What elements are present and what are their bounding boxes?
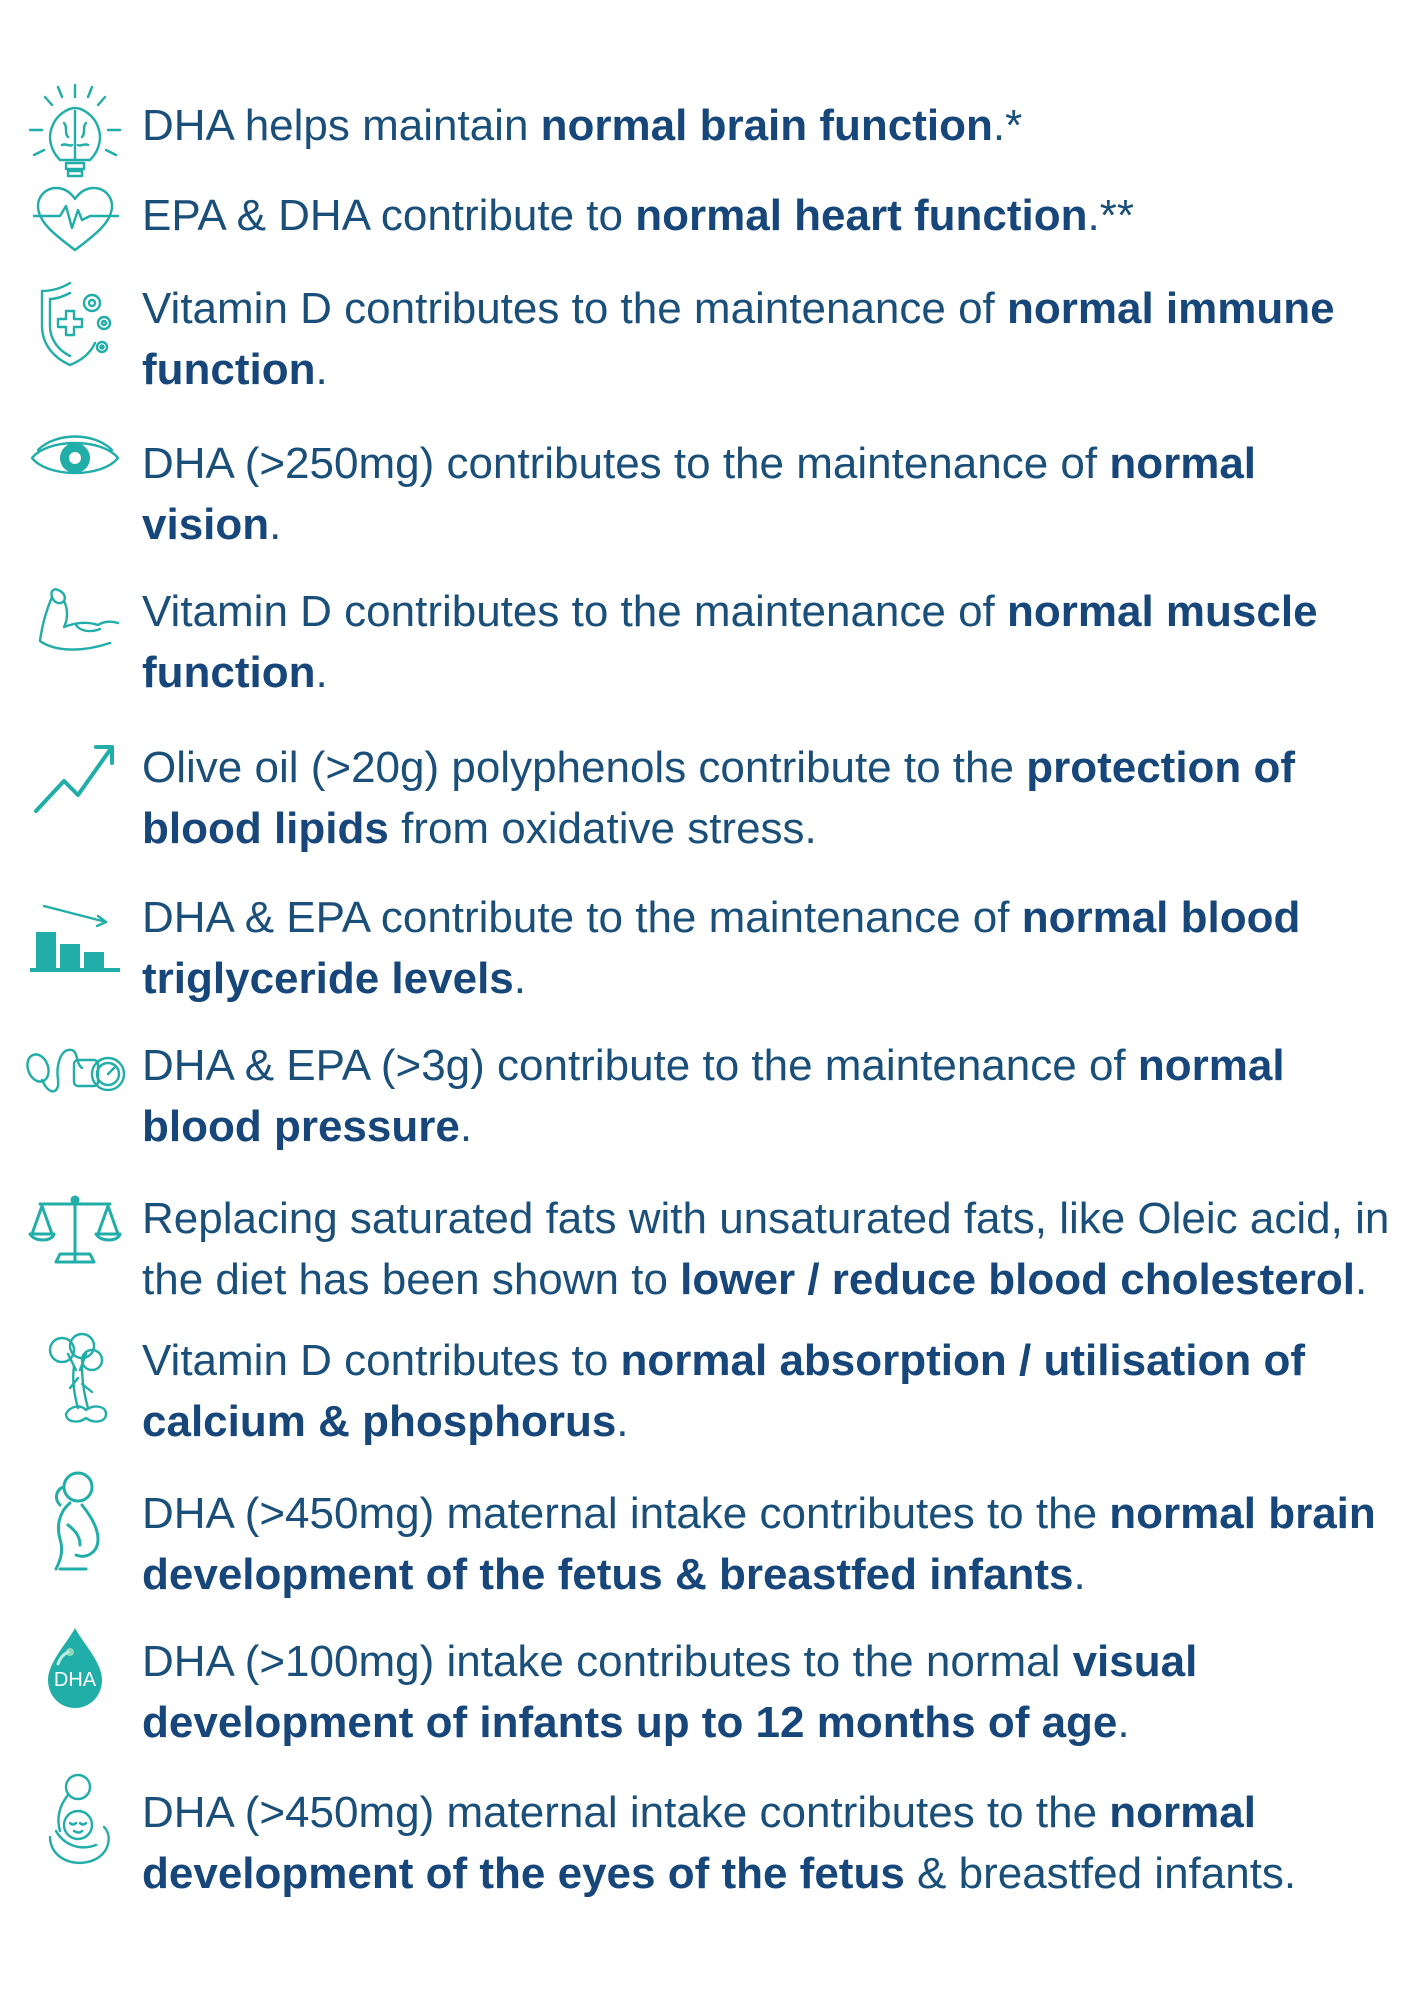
- claim-text-run: .: [616, 1397, 629, 1446]
- claim-emphasis: lower / reduce blood cholesterol: [680, 1255, 1355, 1304]
- claim-emphasis: normal blood pressure: [142, 1041, 1285, 1151]
- claim-text-run: DHA (>450mg) maternal intake contributes to the: [142, 1788, 1110, 1837]
- claim-text: [142, 737, 1402, 859]
- claim-text-run: DHA & EPA (>3g) contribute to the maintenance of: [142, 1041, 1138, 1090]
- bone-icon: [20, 1318, 130, 1428]
- claim-text: [142, 278, 1402, 400]
- claim-emphasis: normal development of the eyes of the fetus: [142, 1788, 1256, 1898]
- claim-text-run: & breastfed infants.: [904, 1849, 1297, 1898]
- claim-emphasis: visual development of infants up to 12 months of age: [142, 1637, 1198, 1747]
- claim-text-run: .: [1354, 1255, 1368, 1304]
- claim-text-run: Vitamin D contributes to: [142, 1336, 621, 1385]
- claim-emphasis: normal immune function: [142, 284, 1335, 394]
- heart-pulse-icon: [20, 170, 130, 280]
- claim-text: [142, 1035, 1402, 1157]
- claim-emphasis: normal brain development of the fetus & breastfed infants: [142, 1489, 1376, 1599]
- claim-text: [142, 1483, 1402, 1605]
- balance-scale-icon: [20, 1170, 130, 1280]
- claim-text-run: .: [1117, 1698, 1130, 1747]
- claim-text-run: DHA helps maintain: [142, 101, 541, 150]
- claim-text: [142, 95, 1402, 156]
- claim-text-run: .: [459, 1102, 473, 1151]
- claim-text-run: .: [315, 648, 328, 697]
- claim-text-run: DHA (>450mg) maternal intake contributes to the: [142, 1489, 1110, 1538]
- pregnant-woman-icon: [20, 1465, 130, 1575]
- claim-emphasis: normal brain function: [540, 101, 993, 150]
- claim-text-run: .**: [1087, 191, 1134, 240]
- claim-emphasis: normal muscle function: [142, 587, 1318, 697]
- immune-shield-icon: [20, 271, 130, 381]
- flexed-arm-icon: [20, 567, 130, 677]
- brain-lightbulb-icon: [20, 75, 130, 185]
- dha-drop-icon: [20, 1614, 130, 1724]
- dha-drop-label: DHA: [53, 1669, 97, 1691]
- descending-bars-icon: [20, 870, 130, 980]
- claim-text-run: DHA (>100mg) intake contributes to the normal: [142, 1637, 1073, 1686]
- claim-text-run: Olive oil (>20g) polyphenols contribute to the: [142, 743, 1027, 792]
- claim-text: [142, 1330, 1402, 1452]
- claim-emphasis: normal vision: [142, 439, 1257, 549]
- trend-up-arrow-icon: [20, 719, 130, 829]
- claim-text: [142, 1782, 1402, 1904]
- claim-text: [142, 887, 1402, 1009]
- claim-emphasis: normal heart function: [635, 191, 1088, 240]
- claim-text-run: DHA (>250mg) contributes to the maintenance of: [142, 439, 1110, 488]
- claim-text: [142, 581, 1402, 703]
- claim-text-run: .: [513, 954, 526, 1003]
- claim-text-run: from oxidative stress.: [388, 804, 817, 853]
- claim-text-run: Vitamin D contributes to the maintenance of: [142, 284, 1008, 333]
- claim-text-run: EPA & DHA contribute to: [142, 191, 636, 240]
- claim-emphasis: normal blood triglyceride levels: [142, 893, 1301, 1003]
- claim-text-run: .*: [992, 101, 1023, 150]
- claim-text: [142, 1631, 1402, 1753]
- claim-emphasis: normal absorption / utilisation of calcium & phosphorus: [142, 1336, 1305, 1446]
- claim-text: [142, 1188, 1402, 1310]
- eye-icon: [20, 418, 130, 528]
- claim-text-run: Vitamin D contributes to the maintenance of: [142, 587, 1008, 636]
- mother-baby-icon: [20, 1765, 130, 1875]
- claim-text-run: Replacing saturated fats with unsaturated fats, like Oleic acid, in the diet has been shown to: [142, 1194, 1390, 1304]
- claim-text-run: .: [269, 500, 282, 549]
- claim-text-run: .: [315, 345, 328, 394]
- claim-text-run: DHA & EPA contribute to the maintenance of: [142, 893, 1022, 942]
- claim-text-run: .: [1073, 1550, 1086, 1599]
- claim-emphasis: protection of blood lipids: [142, 743, 1296, 853]
- blood-pressure-gauge-icon: [20, 1020, 130, 1130]
- claim-text: [142, 185, 1402, 246]
- claim-text: [142, 433, 1402, 555]
